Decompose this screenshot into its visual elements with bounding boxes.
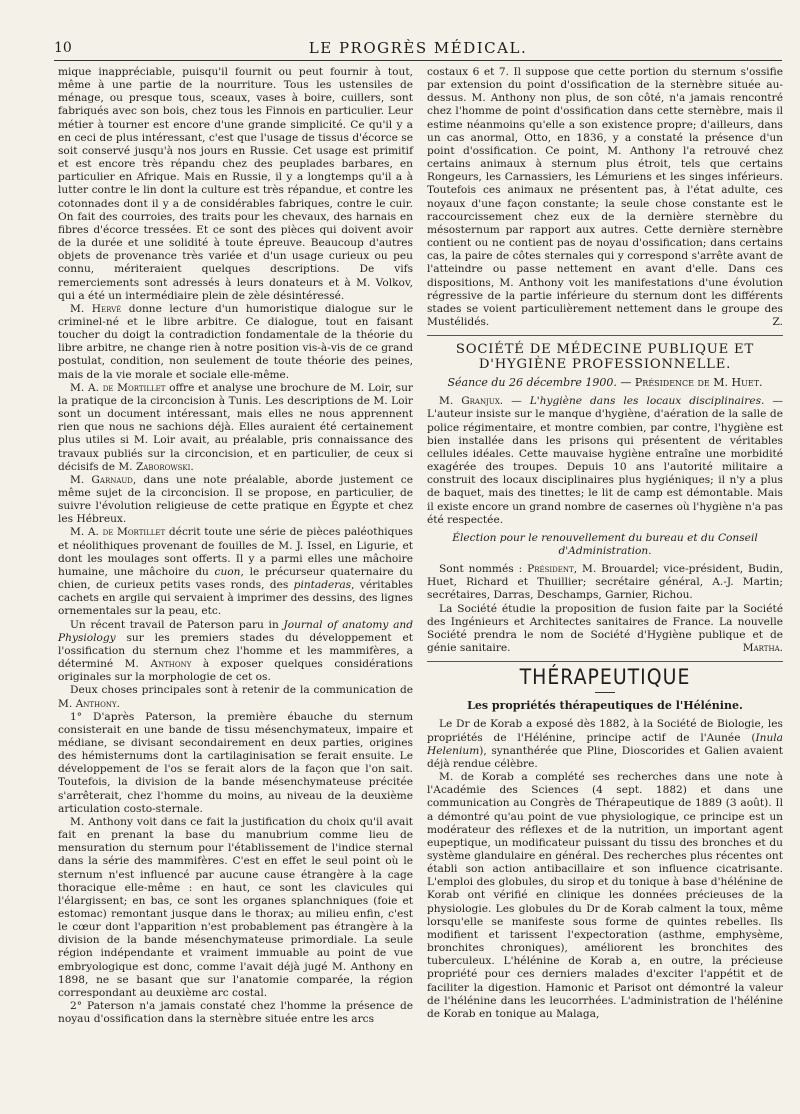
paragraph-text: à exposer quelques considérations originales sur la morphologie de cet os.: [58, 658, 413, 684]
running-title: LE PROGRÈS MÉDICAL.: [308, 39, 528, 57]
paragraph-text: Un récent travail de Paterson paru in: [70, 618, 284, 631]
author-name: Anthony: [75, 697, 117, 710]
session-date: Séance du 26 décembre 1900. —: [447, 376, 635, 390]
paragraph-text: , dans une note préalable, aborde justement ce même sujet de la circoncision. Il se propose, en particulier, de suivre l'évolution religieuse de cette pratique en Égypte et chez les Hébreux.: [58, 473, 414, 526]
paragraph: [58, 526, 413, 618]
paragraph-text: — L'auteur insiste sur le manque d'hygiène, d'aération de la salle de police régimentaire, et montre combien, par contre, l'hygiène est bien installée dans les prisons qui présentent de véritables cellules idéales. Cette mauvaise hygiène entraîne une morbidité exagérée des troupes. Depuis 10 ans l'autorité militaire a construit des locaux disciplinaires plus hygiéniques; il n'y a plus de baquet, mais des tinettes; le lit de camp est démontable. Mais il existe encore un grand nombre de casernes où l'hygiène n'a pas été respectée.: [427, 395, 783, 526]
paragraph-text: sur les premiers stades du développement et l'ossification du sternum chez l'homme et les mammifères, a déterminé M.: [58, 631, 413, 671]
paragraph-text: , le précurseur quaternaire du chien, de curieux petits vases ronds, des: [58, 565, 413, 592]
speaker-name: M. Hervé: [70, 302, 122, 315]
paragraph-text: .: [190, 460, 194, 473]
paragraph: mique inappréciable, puisqu'il fournit ou peut fournir à tout, même à une partie de la nourriture. Tous les ustensiles de ménage, ou presque tous, sceaux, vases à boire, cuillers, sont fabriqués avec son bois, chez tous les Finnois en particulier. Leur métier à tourner est encore d'une grande simplicité. Ce qu'il y a en ceci de plus intéressant, c'est que l'usage de tissus d'écorce se soit conservé jusqu'à nos jours en Russie. Cet usage est primitif et est encore très répandu chez des peuplades barbares, en particulier en Afrique. Mais en Russie, il y a longtemps qu'il a à lutter contre le lin dont la culture est très répandue, et contre les cotonnades dont il y a de considérables fabriques, contre le cuir. On fait des courroies, des traits pour les chevaux, des harnais en fibres d'écorce tressées. Et ce sont des pièces qui doivent avoir de la durée et une solidité à toute épreuve. Beaucoup d'autres objets de provenance très variée et d'un usage curieux ou peu connu, mériteraient quelques descriptions. De vifs remerciements sont adressés à leurs donateurs et à M. Volkov, qui a été un intermédiaire plein de zèle désintéressé.: [58, 66, 413, 302]
paragraph-text: Deux choses principales sont à retenir de la communication de M.: [58, 684, 413, 710]
author-name: Anthony: [150, 658, 192, 671]
italic-term: cuon: [214, 565, 241, 578]
paragraph: [58, 474, 413, 527]
page-header: [54, 38, 782, 61]
paragraph: [427, 603, 783, 656]
section-title: THÉRAPEUTIQUE: [519, 665, 691, 690]
article-title: Les propriétés thérapeutiques de l'Hélénine.: [467, 699, 743, 713]
office-label: Président: [527, 563, 574, 576]
paragraph: [427, 395, 783, 527]
signature: Martha.: [742, 642, 783, 655]
paragraph-text: —: [503, 395, 530, 408]
paragraph-text: Le Dr de Korab a exposé dès 1882, à la Société de Biologie, les propriétés de l'Hélénine, principe actif de l'Aunée (: [427, 718, 783, 744]
paragraph: M. de Korab a complété ses recherches dans une note à l'Académie des Sciences (4 sept. 1882) et dans une communication au Congrès de Thérapeutique de 1889 (3 août). Il a démontré qu'au point de vue physiologique, ce principe est un modérateur des réflexes et de la nutrition, un important agent eupeptique, un modificateur puissant du tissu des bronches et du système glandulaire en général. Des recherches plus récentes ont établi son action antibacillaire et son influence cicatrisante. L'emploi des globules, du sirop et du tonique à base d'hélénine de Korab ont vérifié en clinique les données précieuses de la physiologie. Les globules du Dr de Korab calment la toux, même lorsqu'elle se manifeste sous forme de quintes rebelles. Ils modifient et tarissent l'expectoration (asthme, emphysème, bronchites chroniques), améliorent les bronchites des tuberculeux. L'hélénine de Korab a, en outre, la précieuse propriété pour ces derniers malades d'exciter l'appétit et de faciliter la digestion. Hamonic et Parisot ont démontré la valeur de l'hélénine dans les leucorrhées. L'administration de l'hélénine de Korab en tonique au Malaga,: [427, 771, 783, 1020]
right-column: [427, 66, 783, 1021]
session-line: [427, 376, 783, 389]
paragraph: [427, 718, 783, 771]
left-column: [58, 66, 413, 1026]
latin-name: Inula Helenium: [427, 731, 783, 757]
page-number: 10: [54, 40, 72, 56]
election-heading: Élection pour le renouvellement du bureau et du Conseil d'Administration.: [452, 531, 758, 557]
italic-term: pintaderas: [293, 579, 352, 592]
paragraph-text: Sont nommés :: [439, 563, 528, 576]
paragraph-text: donne lecture d'un humoristique dialogue sur le criminel-né et le libre arbitre. Ce dialogue, tout en faisant toucher du doigt la contradiction fondamentale de la théorie du libre arbitre, ne change rien à notre position vis-à-vis de ce grand postulat, condition, non seulement de toute théorie des peines, mais de la vie morale et sociale elle-même.: [58, 302, 413, 381]
signature: Z.: [772, 315, 783, 328]
speaker-name: M. A. de Mortillet: [70, 381, 166, 394]
paragraph-text: costaux 6 et 7. Il suppose que cette portion du sternum s'ossifie par extension du point d'ossification de la sternèbre située au-dessus. M. Anthony non plus, de son côté, n'a jamais rencontré chez l'homme de point d'ossification dans cette sternèbre, mais il estime néanmoins qu'elle a son existence propre; d'ailleurs, dans un cas anormal, Otto, en 1836, y a constaté la présence d'un point d'ossification. Ce point, M. Anthony l'a retrouvé chez certains animaux à sternum plus étroit, tels que certains Rongeurs, les Carnassiers, les Lémuriens et les singes inférieurs. Toutefois ces animaux ne présentent pas, à l'état adulte, ces noyaux d'une façon constante; la seule chose constante est le raccourcissement chez eux de la dernière sternèbre du mésosternum par rapport aux autres. Cette dernière sternèbre contient ou ne contient pas de noyau d'ossification; dans certains cas, la paire de côtes sternales qui y correspond s'arrête avant de l'atteindre ou passe nettement en avant d'elle. Dans ces dispositions, M. Anthony voit les manifestations d'une évolution régressive de la partie inférieure du sternum dont les différents stades se voient particulièrement nettement dans le groupe des Mustélidés.: [427, 66, 783, 328]
paragraph-text: offre et analyse une brochure de M. Loir, sur la pratique de la circoncision à Tunis. Les descriptions de M. Loir sont un document intéressant, mais elles ne nous apprennent rien que nous ne sachions déjà. Elles auraient été certainement plus utiles si M. Loir avait, au préalable, pris connaissance des travaux publiés sur la circoncision, et en particulier, de ceux si décisifs de M.: [58, 381, 414, 473]
paragraph-text: décrit toute une série de pièces paléothiques et néolithiques provenant de fouilles de M. J. Issel, en Ligurie, et dont les moulages sont offerts. Il y a parmi elles une mâchoire humaine, une mâchoire du: [58, 526, 413, 578]
society-title: SOCIÉTÉ DE MÉDECINE PUBLIQUE ET D'HYGIÈNE PROFESSIONNELLE.: [455, 342, 755, 373]
section-divider: [427, 661, 783, 662]
paragraph: [427, 563, 783, 602]
paragraph-text: .: [116, 697, 121, 710]
paragraph-text: ), synanthérée que Pline, Dioscorides et Galien avaient déjà rendue célèbre.: [427, 744, 783, 770]
journal-title: Journal of anatomy and Physiology: [58, 618, 413, 644]
paragraph-text: La Société étudie la proposition de fusion faite par la Société des Ingénieurs et Architectes sanitaires de France. La nouvelle Société prendra le nom de Société d'Hygiène publique et de génie sanitaire.: [427, 602, 783, 655]
speaker-name: M. Garnaud: [70, 473, 133, 486]
title-underline: [595, 692, 615, 693]
author-name: Zaborowski: [135, 460, 191, 473]
paragraph-text: , véritables cachets en argile qui servaient à imprimer des dessins, des lignes ornementales sur la peau, etc.: [58, 579, 413, 618]
speaker-name: M. Granjux.: [439, 395, 504, 408]
paragraph: [58, 619, 413, 685]
paragraph: 2° Paterson n'a jamais constaté chez l'homme la présence de noyau d'ossification dans la sternèbre située entre les arcs: [58, 1000, 413, 1026]
presidency: Présidence de M. Huet.: [634, 376, 763, 390]
paragraph: [58, 303, 413, 382]
paragraph-text: , M. Brouardel; vice-président, Budin, Huet, Richard et Thuillier; secrétaire général, A.-J. Martin; secrétaires, Darras, Deschamps, Garnier, Richou.: [427, 563, 783, 602]
paragraph: [427, 66, 783, 329]
speaker-name: M. A. de Mortillet: [70, 526, 166, 539]
section-divider: [427, 335, 783, 336]
paragraph: M. Anthony voit dans ce fait la justification du choix qu'il avait fait en prenant la base du manubrium comme lieu de mensuration du sternum pour l'établissement de l'indice sternal dans la série des mammifères. C'est en effet le seul point où le sternum n'est influencé par aucune cause étrangère à la cage thoracique elle-même : en haut, ce sont les clavicules qui l'élargissent; en bas, ce sont les organes splanchniques (foie et estomac) remontant jusque dans le thorax; au milieu enfin, c'est le cœur dont l'apparition n'est probablement pas étrangère à la division de la bande mésenchymateuse primordiale. La seule région indépendante et vraiment immuable au point de vue embryologique est donc, comme l'avait déjà jugé M. Anthony en 1898, ne se basant que sur l'anatomie comparée, la région correspondant au deuxième arc costal.: [58, 815, 413, 999]
talk-title: L'hygiène dans les locaux disciplinaires.: [529, 395, 765, 408]
paragraph: [58, 684, 413, 710]
paragraph: [58, 382, 413, 474]
paragraph: 1° D'après Paterson, la première ébauche du sternum consisterait en une bande de tissu mésenchymateux, impaire et médiane, se divisant secondairement en deux parties, origines des hémisternums dont la cartilaginisation se ferait ensuite. Le développement de l'os se ferait alors de la façon que l'on sait. Toutefois, la division de la bande mésenchymateuse précitée s'arrêterait, chez l'homme du moins, au niveau de la deuxième articulation costo-sternale.: [58, 710, 413, 815]
